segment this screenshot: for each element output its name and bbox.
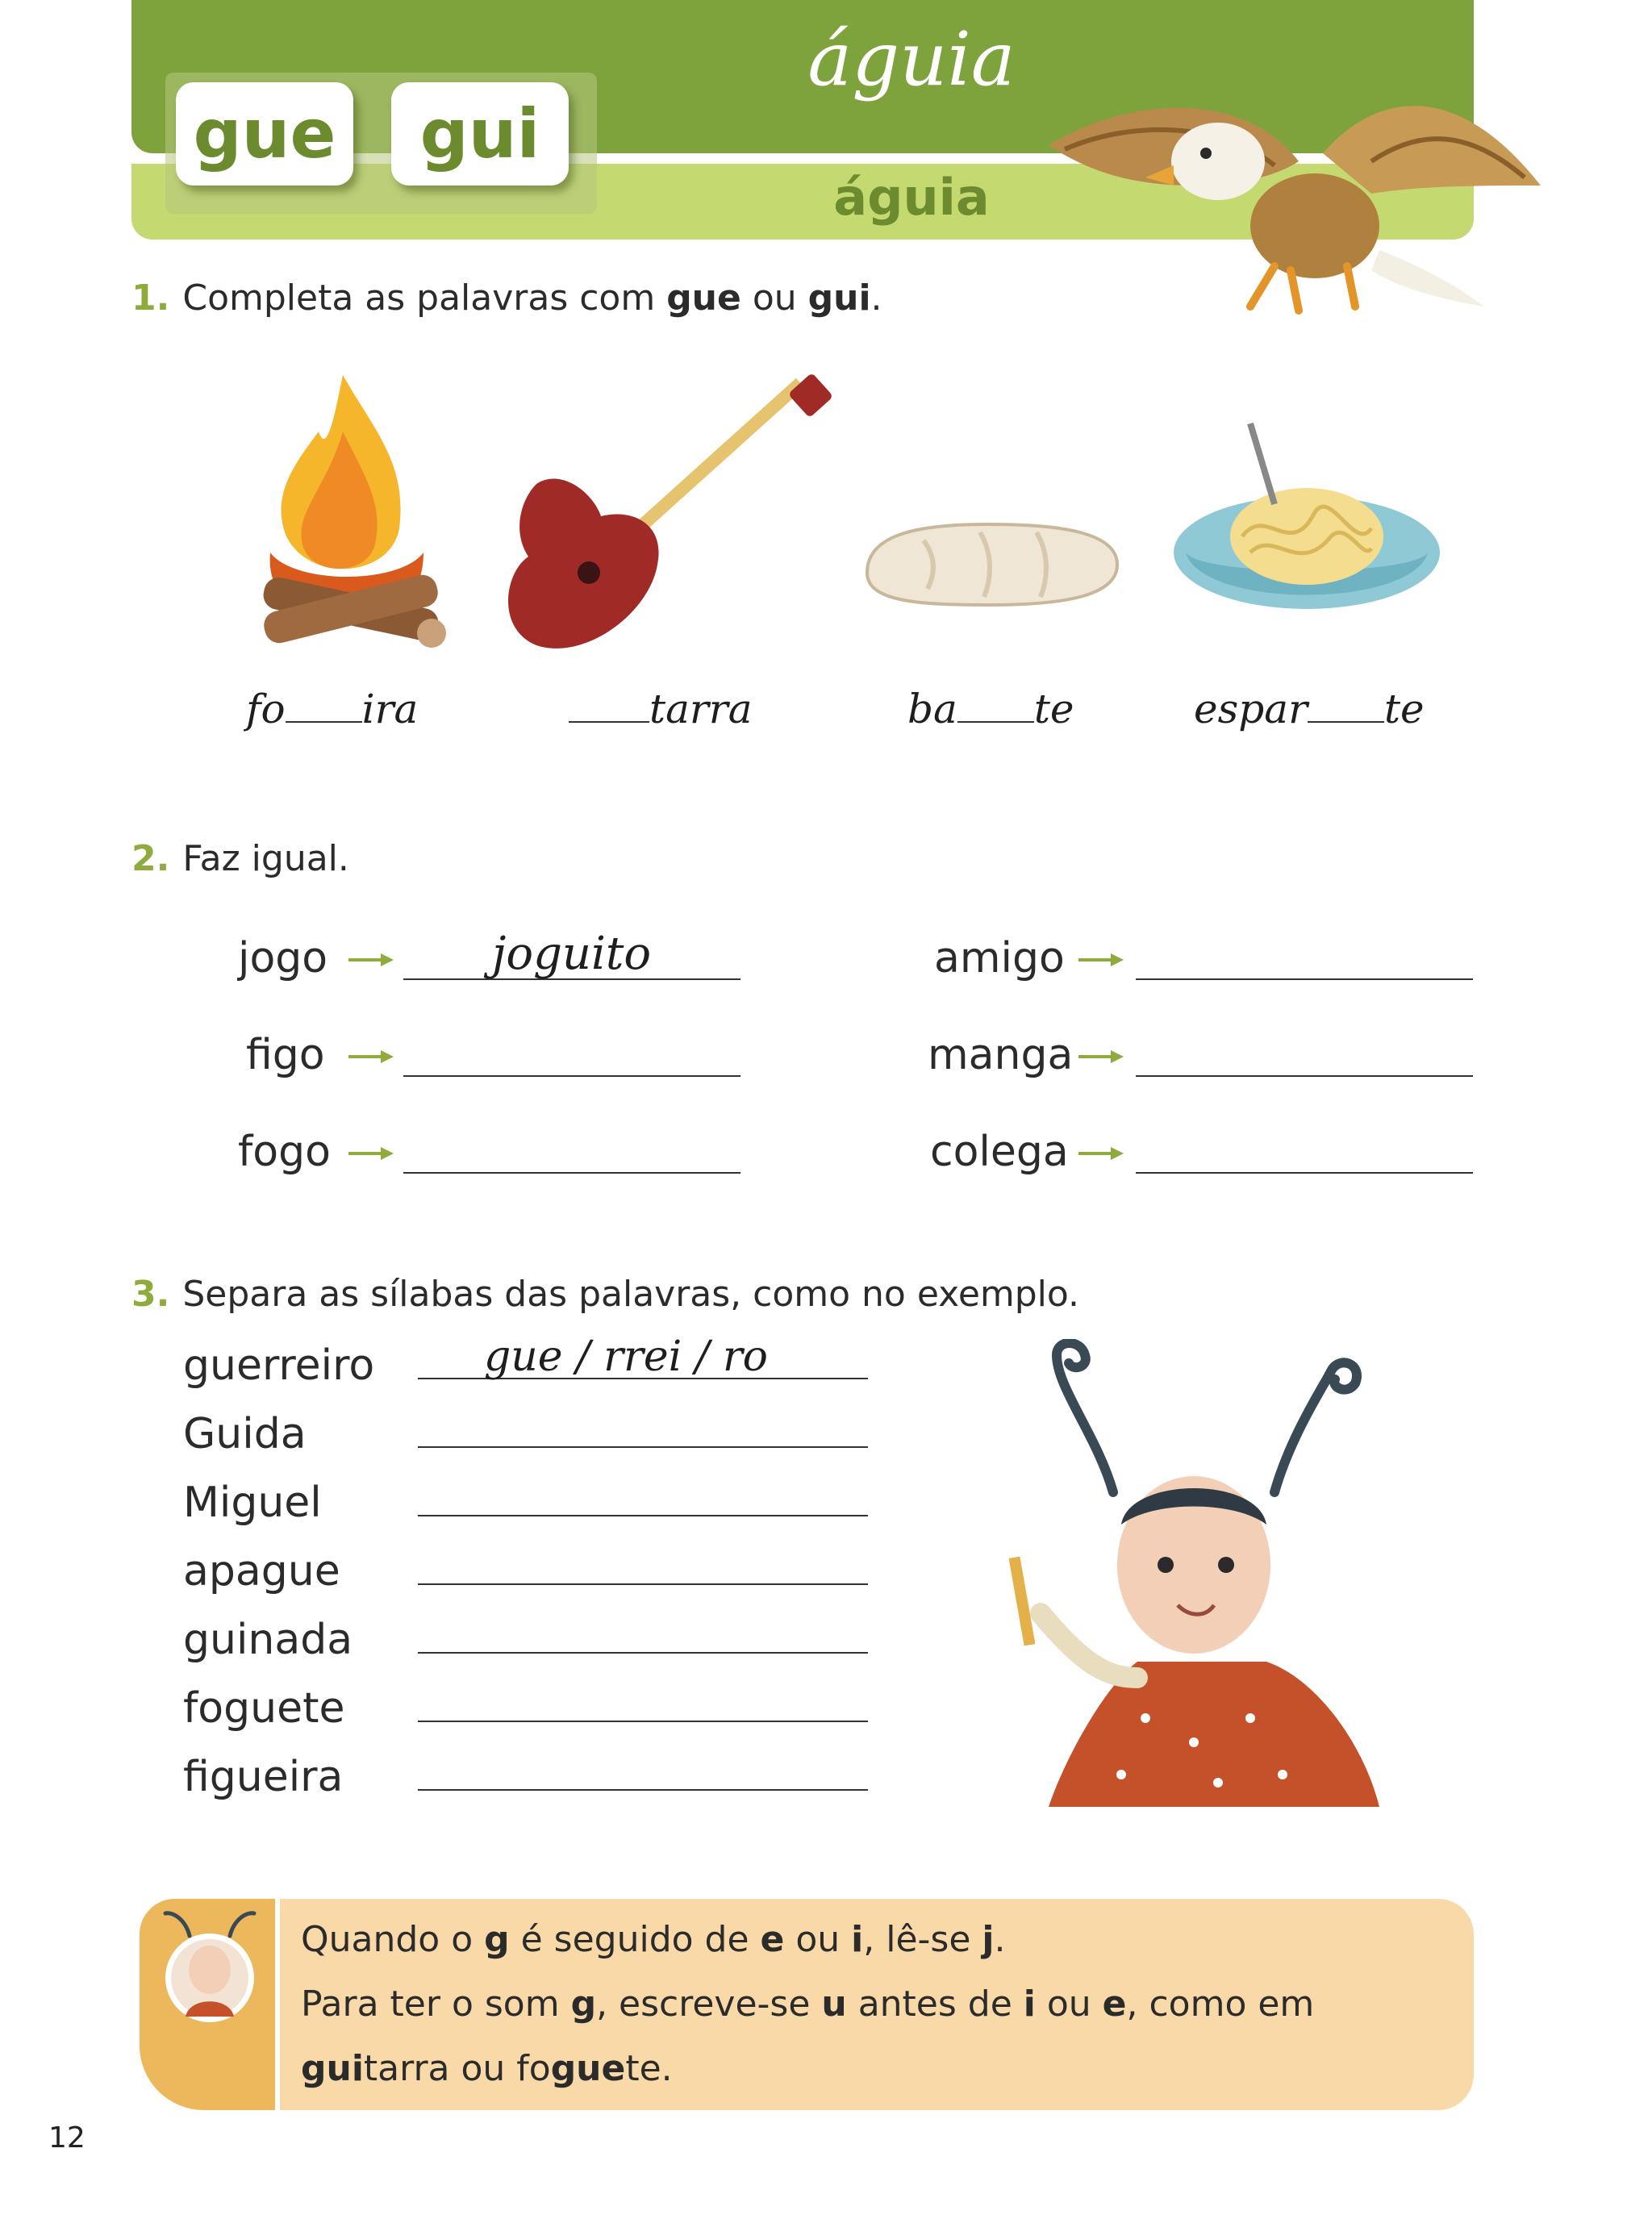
word-espar-te xyxy=(1194,686,1425,732)
word-part: ba xyxy=(907,686,957,732)
arrow-icon xyxy=(1077,1047,1125,1066)
word-foguete: foguete xyxy=(183,1684,345,1733)
word-figueira: figueira xyxy=(183,1753,344,1801)
exercise1-number: 1. xyxy=(131,277,170,319)
exercise2-instruction xyxy=(131,835,349,883)
word-part: te xyxy=(1033,686,1074,732)
header-word-cursive: águia xyxy=(807,16,1016,102)
note-text: te. xyxy=(625,2048,673,2089)
arrow-icon xyxy=(347,1144,395,1163)
arrow-icon xyxy=(347,1047,395,1066)
answer-guerreiro: gue / rrei / ro xyxy=(484,1333,768,1381)
note-bold: j xyxy=(982,1919,995,1960)
note-text: ou xyxy=(1035,1983,1103,2025)
note-line-1 xyxy=(301,1908,1005,1972)
note-bold: g xyxy=(570,1983,597,2025)
word-jogo: jogo xyxy=(238,934,328,982)
note-bold: g xyxy=(484,1919,510,1960)
word-ba-te xyxy=(907,686,1074,732)
word-guinada: guinada xyxy=(183,1616,353,1664)
word-fogo: fogo xyxy=(238,1128,331,1176)
note-text: , escreve-se xyxy=(596,1983,822,2025)
exercise3-number: 3. xyxy=(131,1274,170,1315)
answer-joguito: joguito xyxy=(492,928,652,980)
note-text: Para ter o som xyxy=(301,1983,571,2025)
instruction-bold-gue: gue xyxy=(666,277,741,319)
header-word-print: águia xyxy=(833,168,990,227)
arrow-icon xyxy=(347,950,395,970)
word-figo: figo xyxy=(246,1031,325,1079)
ladybug-girl-illustration xyxy=(1008,1339,1395,1823)
ladybug-avatar-icon xyxy=(153,1904,266,2025)
answer-line[interactable] xyxy=(403,1075,740,1077)
blank-input[interactable] xyxy=(1308,721,1384,723)
note-bold: u xyxy=(821,1983,847,2025)
note-text: é seguido de xyxy=(509,1919,761,1960)
note-line-2 xyxy=(301,1972,1314,2037)
answer-line[interactable] xyxy=(418,1789,868,1791)
blank-input[interactable] xyxy=(569,721,649,723)
answer-line[interactable] xyxy=(418,1583,868,1585)
answer-line[interactable] xyxy=(1136,1172,1473,1174)
note-text: Quando o xyxy=(301,1919,485,1960)
word-part: te xyxy=(1383,686,1425,732)
page-number: 12 xyxy=(48,2121,86,2155)
note-text: ou xyxy=(784,1919,852,1960)
spaghetti-illustration xyxy=(1170,415,1444,657)
note-bold: gue xyxy=(550,2048,626,2089)
word-miguel: Miguel xyxy=(183,1479,322,1527)
answer-line[interactable] xyxy=(418,1652,868,1654)
exercise1-instruction xyxy=(131,274,882,323)
word-part: espar xyxy=(1194,686,1308,732)
note-bold: i xyxy=(1023,1983,1036,2025)
blank-input[interactable] xyxy=(286,721,362,723)
note-bold: i xyxy=(851,1919,864,1960)
word-guida: Guida xyxy=(183,1410,307,1458)
answer-line[interactable] xyxy=(1136,1075,1473,1077)
campfire-illustration xyxy=(246,367,448,665)
note-text: . xyxy=(994,1919,1006,1960)
instruction-text: Faz igual. xyxy=(182,838,349,879)
arrow-icon xyxy=(1077,950,1125,970)
syllable-card-gue: gue xyxy=(176,82,353,186)
word-manga: manga xyxy=(928,1031,1074,1079)
answer-line[interactable] xyxy=(418,1515,868,1516)
bread-illustration xyxy=(859,508,1125,613)
instruction-text: Separa as sílabas das palavras, como no exemplo. xyxy=(182,1274,1080,1315)
exercise2-number: 2. xyxy=(131,838,170,879)
word-tarra xyxy=(569,686,753,732)
word-apague: apague xyxy=(183,1547,340,1596)
word-part: fo xyxy=(246,686,286,732)
note-line-3 xyxy=(301,2037,673,2101)
word-part: tarra xyxy=(649,686,753,732)
syllable-card-gui: gui xyxy=(391,82,569,186)
note-divider xyxy=(275,1899,280,2110)
note-text: , lê-se xyxy=(863,1919,982,1960)
answer-line[interactable] xyxy=(418,1446,868,1448)
word-guerreiro: guerreiro xyxy=(183,1341,375,1390)
instruction-text: ou xyxy=(740,277,808,319)
word-amigo: amigo xyxy=(934,934,1065,982)
note-text: antes de xyxy=(846,1983,1024,2025)
answer-line[interactable] xyxy=(418,1721,868,1722)
answer-line[interactable] xyxy=(403,1172,740,1174)
guitar-illustration xyxy=(504,371,843,670)
note-text: tarra ou fo xyxy=(363,2048,551,2089)
note-bold: e xyxy=(1102,1983,1127,2025)
exercise3-instruction xyxy=(131,1270,1079,1319)
instruction-text: Completa as palavras com xyxy=(182,277,667,319)
answer-line[interactable] xyxy=(1136,978,1473,980)
instruction-bold-gui: gui xyxy=(807,277,871,319)
note-bold: gui xyxy=(301,2048,364,2089)
eagle-illustration xyxy=(1032,65,1549,323)
arrow-icon xyxy=(1077,1144,1125,1163)
blank-input[interactable] xyxy=(957,721,1034,723)
word-colega: colega xyxy=(930,1128,1069,1176)
note-text: , como em xyxy=(1126,1983,1315,2025)
word-fo-ira xyxy=(246,686,418,732)
word-part: ira xyxy=(361,686,419,732)
note-bold: e xyxy=(760,1919,785,1960)
instruction-text: . xyxy=(870,277,882,319)
